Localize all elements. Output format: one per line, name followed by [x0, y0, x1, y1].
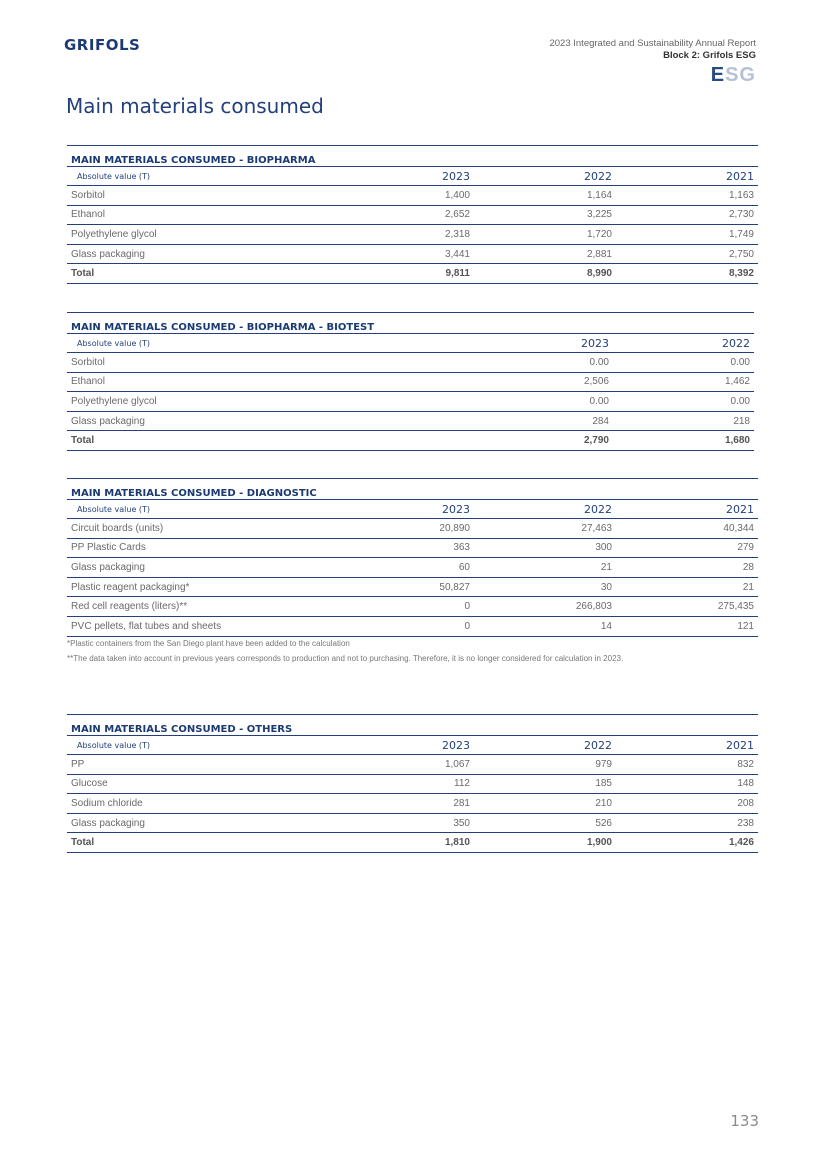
year-header: 2021: [616, 167, 758, 186]
table-title-row: [67, 313, 754, 334]
cell-value: 363: [357, 538, 474, 558]
table-title: MAIN MATERIALS CONSUMED - OTHERS: [67, 715, 758, 736]
cell-value: 0.00: [613, 353, 754, 373]
cell-value: 8,990: [474, 264, 616, 284]
cell-value: 1,426: [616, 833, 758, 853]
row-label: Sorbitol: [67, 186, 357, 206]
row-label: Total: [67, 431, 471, 451]
cell-value: 208: [616, 794, 758, 814]
year-header: 2023: [357, 167, 474, 186]
cell-value: 526: [474, 813, 616, 833]
table-row: [67, 538, 758, 558]
table-row: [67, 244, 758, 264]
table-biotest: [67, 312, 754, 451]
row-label: Ethanol: [67, 205, 357, 225]
table-row: [67, 392, 754, 412]
cell-value: 1,720: [474, 225, 616, 245]
cell-value: 2,750: [616, 244, 758, 264]
year-header: 2022: [613, 334, 754, 353]
table-title-row: [67, 715, 758, 736]
table-diagnostic: [67, 478, 758, 637]
cell-value: 1,680: [613, 431, 754, 451]
table-row: [67, 225, 758, 245]
cell-value: 28: [616, 558, 758, 578]
block-title: Block 2: Grifols ESG: [663, 50, 756, 61]
cell-value: 1,164: [474, 186, 616, 206]
report-title: 2023 Integrated and Sustainability Annual Report: [549, 38, 756, 49]
table-row: [67, 616, 758, 636]
cell-value: 1,749: [616, 225, 758, 245]
row-label: Total: [67, 264, 357, 284]
table-row: [67, 372, 754, 392]
row-label: Glucose: [67, 774, 357, 794]
cell-value: 1,810: [357, 833, 474, 853]
cell-value: 50,827: [357, 577, 474, 597]
cell-value: 9,811: [357, 264, 474, 284]
cell-value: 112: [357, 774, 474, 794]
table-header-row: [67, 500, 758, 519]
report-header: [549, 38, 756, 87]
table-header-row: [67, 736, 758, 755]
cell-value: 218: [613, 411, 754, 431]
cell-value: 2,881: [474, 244, 616, 264]
cell-value: 284: [471, 411, 613, 431]
row-label: PP: [67, 755, 357, 775]
cell-value: 210: [474, 794, 616, 814]
cell-value: 1,067: [357, 755, 474, 775]
table-row: [67, 411, 754, 431]
table-row: [67, 755, 758, 775]
cell-value: 238: [616, 813, 758, 833]
cell-value: 2,652: [357, 205, 474, 225]
year-header: 2021: [616, 736, 758, 755]
cell-value: 2,730: [616, 205, 758, 225]
cell-value: 832: [616, 755, 758, 775]
total-row: [67, 431, 754, 451]
year-header: 2023: [471, 334, 613, 353]
table-row: [67, 519, 758, 539]
total-row: [67, 264, 758, 284]
cell-value: 1,163: [616, 186, 758, 206]
cell-value: 1,900: [474, 833, 616, 853]
cell-value: 266,803: [474, 597, 616, 617]
cell-value: 21: [616, 577, 758, 597]
cell-value: 60: [357, 558, 474, 578]
column-label: Absolute value (T): [67, 334, 471, 353]
cell-value: 21: [474, 558, 616, 578]
row-label: Ethanol: [67, 372, 471, 392]
cell-value: 14: [474, 616, 616, 636]
cell-value: 2,506: [471, 372, 613, 392]
table-row: [67, 813, 758, 833]
esg-e: E: [710, 64, 726, 86]
table-row: [67, 205, 758, 225]
table-row: [67, 774, 758, 794]
row-label: Polyethylene glycol: [67, 392, 471, 412]
cell-value: 0: [357, 597, 474, 617]
footnote: **The data taken into account in previous years corresponds to production and not to purchasing. Therefore, it is no longer considered for calculation in 2023.: [67, 654, 624, 663]
table-title: MAIN MATERIALS CONSUMED - BIOPHARMA: [67, 146, 758, 167]
cell-value: 8,392: [616, 264, 758, 284]
row-label: PP Plastic Cards: [67, 538, 357, 558]
year-header: 2022: [474, 736, 616, 755]
year-header: 2023: [357, 500, 474, 519]
esg-sg: SG: [725, 64, 756, 86]
row-label: Glass packaging: [67, 558, 357, 578]
table-title: MAIN MATERIALS CONSUMED - DIAGNOSTIC: [67, 479, 758, 500]
cell-value: 979: [474, 755, 616, 775]
cell-value: 0.00: [613, 392, 754, 412]
cell-value: 185: [474, 774, 616, 794]
year-header: 2023: [357, 736, 474, 755]
cell-value: 0: [357, 616, 474, 636]
cell-value: 1,400: [357, 186, 474, 206]
year-header: 2022: [474, 500, 616, 519]
cell-value: 279: [616, 538, 758, 558]
cell-value: 27,463: [474, 519, 616, 539]
row-label: Plastic reagent packaging*: [67, 577, 357, 597]
cell-value: 281: [357, 794, 474, 814]
cell-value: 121: [616, 616, 758, 636]
row-label: Red cell reagents (liters)**: [67, 597, 357, 617]
grifols-logo: GRIFOLS: [64, 36, 141, 54]
cell-value: 3,225: [474, 205, 616, 225]
year-header: 2022: [474, 167, 616, 186]
column-label: Absolute value (T): [67, 500, 357, 519]
row-label: Glass packaging: [67, 244, 357, 264]
row-label: PVC pellets, flat tubes and sheets: [67, 616, 357, 636]
table-title: MAIN MATERIALS CONSUMED - BIOPHARMA - BIOTEST: [67, 313, 754, 334]
table-header-row: [67, 334, 754, 353]
table-header-row: [67, 167, 758, 186]
table-row: [67, 186, 758, 206]
cell-value: 275,435: [616, 597, 758, 617]
cell-value: 300: [474, 538, 616, 558]
table-biopharma: [67, 145, 758, 284]
table-row: [67, 597, 758, 617]
row-label: Polyethylene glycol: [67, 225, 357, 245]
cell-value: 40,344: [616, 519, 758, 539]
row-label: Glass packaging: [67, 813, 357, 833]
row-label: Glass packaging: [67, 411, 471, 431]
table-row: [67, 558, 758, 578]
table-title-row: [67, 479, 758, 500]
table-row: [67, 353, 754, 373]
cell-value: 2,318: [357, 225, 474, 245]
row-label: Sodium chloride: [67, 794, 357, 814]
esg-badge: [549, 63, 756, 87]
column-label: Absolute value (T): [67, 736, 357, 755]
row-label: Total: [67, 833, 357, 853]
row-label: Circuit boards (units): [67, 519, 357, 539]
page-number: 133: [730, 1112, 759, 1130]
row-label: Sorbitol: [67, 353, 471, 373]
cell-value: 1,462: [613, 372, 754, 392]
cell-value: 30: [474, 577, 616, 597]
column-label: Absolute value (T): [67, 167, 357, 186]
cell-value: 20,890: [357, 519, 474, 539]
cell-value: 0.00: [471, 353, 613, 373]
table-row: [67, 794, 758, 814]
cell-value: 0.00: [471, 392, 613, 412]
table-title-row: [67, 146, 758, 167]
page-title: Main materials consumed: [66, 94, 324, 118]
cell-value: 3,441: [357, 244, 474, 264]
cell-value: 148: [616, 774, 758, 794]
cell-value: 2,790: [471, 431, 613, 451]
footnote: *Plastic containers from the San Diego plant have been added to the calculation: [67, 639, 350, 648]
table-row: [67, 577, 758, 597]
cell-value: 350: [357, 813, 474, 833]
year-header: 2021: [616, 500, 758, 519]
total-row: [67, 833, 758, 853]
table-others: [67, 714, 758, 853]
